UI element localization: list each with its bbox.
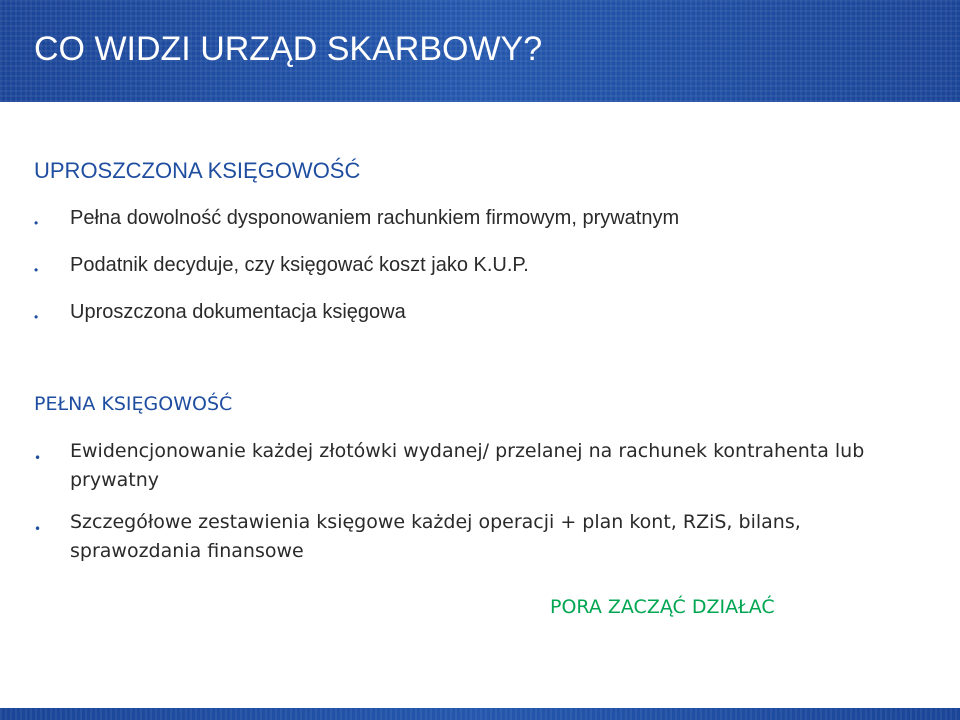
title-bar — [0, 0, 960, 102]
simplified-accounting-list — [34, 206, 934, 347]
list-item-text: Uproszczona dokumentacja księgowa — [70, 301, 406, 323]
full-accounting-list — [34, 437, 934, 579]
bullet-icon: • — [34, 216, 39, 230]
bullet-icon: • — [34, 310, 39, 324]
section-heading-full-accounting: PEŁNA KSIĘGOWOŚĆ — [34, 393, 233, 415]
bullet-icon: • — [34, 522, 42, 536]
slide-title: CO WIDZI URZĄD SKARBOWY? — [34, 30, 543, 68]
list-item-text: Pełna dowolność dysponowaniem rachunkiem firmowym, prywatnym — [70, 207, 680, 229]
bullet-icon: • — [34, 451, 42, 465]
list-item — [34, 508, 934, 566]
list-item-text: Szczegółowe zestawienia księgowe każdej operacji + plan kont, RZiS, bilans, sprawozdania finansowe — [70, 511, 801, 562]
list-item — [34, 206, 934, 253]
bullet-icon: • — [34, 263, 39, 277]
list-item — [34, 437, 934, 495]
footer-bar — [0, 708, 960, 720]
section-heading-simplified-accounting: UPROSZCZONA KSIĘGOWOŚĆ — [34, 158, 361, 183]
list-item-text: Ewidencjonowanie każdej złotówki wydanej/ przelanej na rachunek kontrahenta lub prywatny — [70, 440, 865, 491]
call-to-action: PORA ZACZĄĆ DZIAŁAĆ — [550, 596, 775, 618]
list-item — [34, 253, 934, 300]
list-item — [34, 300, 934, 347]
list-item-text: Podatnik decyduje, czy księgować koszt jako K.U.P. — [70, 254, 529, 276]
